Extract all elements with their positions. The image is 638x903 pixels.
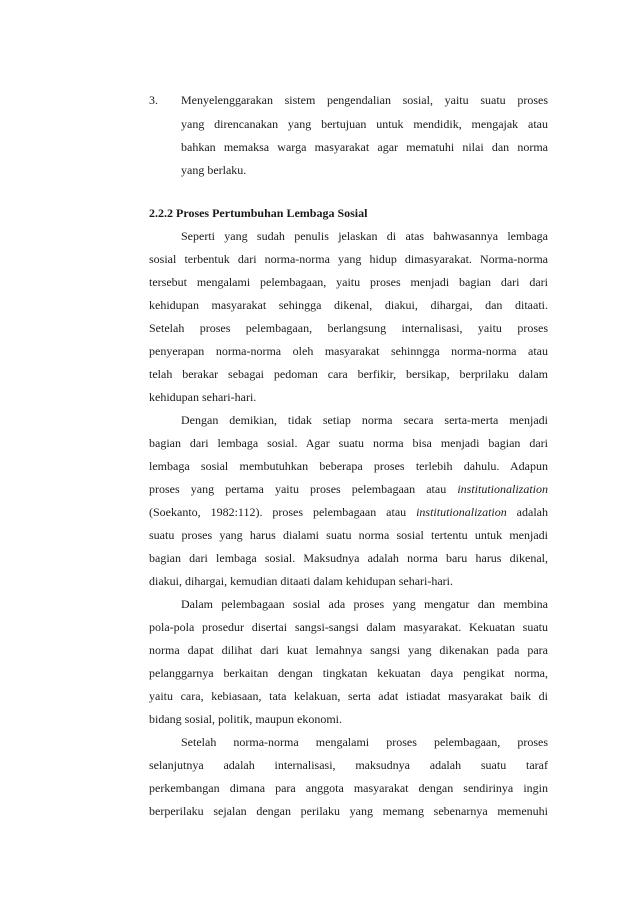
paragraph-line: Dengan demikian, tidak setiap norma secara serta-merta menjadi <box>181 413 548 427</box>
paragraph-line: bagian dari lembaga sosial. Maksudnya adalah norma baru harus dikenal, <box>149 551 548 565</box>
text-run: proses yang pertama yaitu proses pelembagaan atau <box>149 482 458 496</box>
paragraph-line: norma dapat dilihat dari kuat lemahnya sangsi yang dikenakan pada para <box>149 643 548 657</box>
paragraph-line: Setelah proses pelembagaan, berlangsung internalisasi, yaitu proses <box>149 321 548 335</box>
paragraph-line: yaitu cara, kebiasaan, tata kelakuan, serta adat istiadat masyarakat baik di <box>149 689 548 703</box>
paragraph-line: pelanggarnya berkaitan dengan tingkatan kekuatan daya pengikat norma, <box>149 666 548 680</box>
paragraph-line: telah berakar sebagai pedoman cara berfikir, bersikap, berprilaku dalam <box>149 367 548 381</box>
section-heading: 2.2.2 Proses Pertumbuhan Lembaga Sosial <box>149 206 368 220</box>
paragraph-line: berperilaku sejalan dengan perilaku yang memang sebenarnya memenuhi <box>149 804 548 818</box>
paragraph-line: lembaga sosial membutuhkan beberapa proses terlebih dahulu. Adapun <box>149 459 548 473</box>
paragraph-line <box>149 504 548 520</box>
paragraph-line: selanjutnya adalah internalisasi, maksudnya adalah suatu taraf <box>149 758 548 772</box>
list-item-line: yang direncanakan yang bertujuan untuk mendidik, mengajak atau <box>181 117 548 131</box>
list-item-line: yang berlaku. <box>181 163 247 177</box>
paragraph-line: kehidupan sehari-hari. <box>149 390 257 404</box>
paragraph-line: bagian dari lembaga sosial. Agar suatu norma bisa menjadi bagian dari <box>149 436 548 450</box>
paragraph-line <box>149 481 548 497</box>
paragraph-line: Dalam pelembagaan sosial ada proses yang mengatur dan membina <box>181 597 548 611</box>
paragraph-line: perkembangan dimana para anggota masyarakat dengan sendirinya ingin <box>149 781 548 795</box>
paragraph-line: sosial terbentuk dari norma-norma yang hidup dimasyarakat. Norma-norma <box>149 252 548 266</box>
paragraph-line: Seperti yang sudah penulis jelaskan di atas bahwasannya lembaga <box>181 229 548 243</box>
italic-term: institutionalization <box>416 505 507 519</box>
list-item-line: bahkan memaksa warga masyarakat agar mematuhi nilai dan norma <box>181 140 548 154</box>
paragraph-line: suatu proses yang harus dialami suatu norma sosial tertentu untuk menjadi <box>149 528 548 542</box>
paragraph-line: diakui, dihargai, kemudian ditaati dalam kehidupan sehari-hari. <box>149 574 454 588</box>
list-item-number: 3. <box>149 93 158 107</box>
paragraph-line: kehidupan masyarakat sehingga dikenal, diakui, dihargai, dan ditaati. <box>149 298 548 312</box>
text-run: (Soekanto, 1982:112). proses pelembagaan atau <box>149 505 417 519</box>
list-item-line: Menyelenggarakan sistem pengendalian sosial, yaitu suatu proses <box>181 93 548 107</box>
text-run: adalah <box>506 505 548 519</box>
paragraph-line: tersebut mengalami pelembagaan, yaitu proses menjadi bagian dari dari <box>149 275 548 289</box>
paragraph-line: Setelah norma-norma mengalami proses pelembagaan, proses <box>181 735 548 749</box>
italic-term: institutionalization <box>457 482 548 496</box>
paragraph-line: pola-pola prosedur disertai sangsi-sangsi dalam masyarakat. Kekuatan suatu <box>149 620 548 634</box>
paragraph-line: bidang sosial, politik, maupun ekonomi. <box>149 712 342 726</box>
paragraph-line: penyerapan norma-norma oleh masyarakat sehinngga norma-norma atau <box>149 344 548 358</box>
